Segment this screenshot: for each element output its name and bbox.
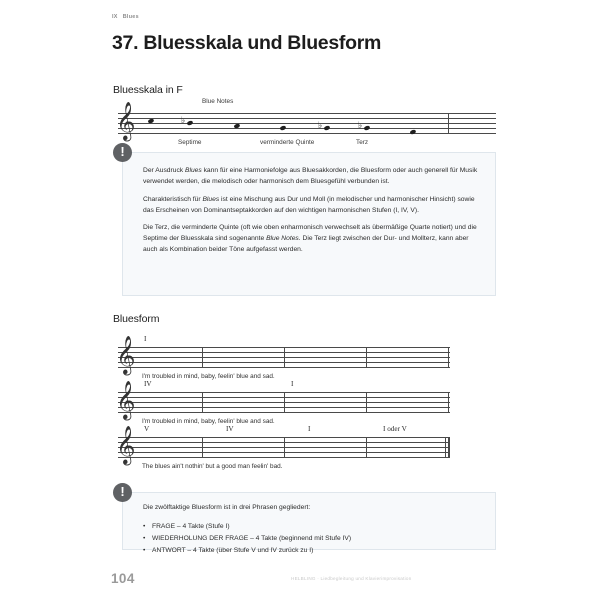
- page-title: 37. Bluesskala und Bluesform: [112, 32, 382, 54]
- barline: [202, 347, 203, 368]
- lyric-line: I'm troubled in mind, baby, feelin' blue and sad.: [142, 373, 275, 380]
- staff-line: [118, 123, 496, 124]
- infobox-bullet-list: [143, 521, 478, 557]
- lyric-line: The blues ain't nothin' but a good man feelin' bad.: [142, 463, 283, 470]
- treble-clef-icon: 𝄞: [116, 380, 136, 419]
- infobox-body: [123, 153, 495, 267]
- staff-label-blue-notes: Blue Notes: [202, 98, 234, 105]
- infobox-paragraph-2: Charakteristisch für Blues ist eine Mischung aus Dur und Moll (in melodischer und harmonischer Hinsicht) sowie das Erscheinen von Dominantseptakkorden auf den wichtigen harmonischen Stufen (I, IV, V).: [143, 195, 475, 214]
- exclamation-icon: !: [113, 143, 132, 162]
- staff-line: [118, 113, 496, 114]
- final-barline: [448, 392, 449, 413]
- running-head-chapter: IX: [112, 14, 118, 20]
- footer-note: HELBLING · Liedbegleitung und Klavierimprovisation: [291, 576, 412, 581]
- music-system-bluesform-1: [116, 335, 496, 380]
- music-system-bluesform-3: [116, 425, 496, 470]
- notehead: [279, 125, 286, 131]
- infobox-paragraph-3: Die Terz, die verminderte Quinte (oft wie oben enharmonisch verwechselt als übermäßige Quarte notiert) und die Septime der Bluesskala sind sogenannte Blue Notes. Die Terz liegt zwischen der Dur- und Mollterz, kann aber auch als Kombination beider Töne aufgefasst werden.: [143, 224, 477, 254]
- section-heading-bluesform: Bluesform: [113, 313, 160, 325]
- exclamation-icon: !: [113, 483, 132, 502]
- infobox-bluesform-structure: [120, 484, 496, 554]
- final-barline-thick: [448, 437, 450, 458]
- barline: [366, 392, 367, 413]
- notehead: [323, 125, 330, 131]
- list-item: • ANTWORT – 4 Takte (über Stufe V und IV zurück zu I): [143, 545, 478, 557]
- music-system-bluesform-2: [116, 380, 496, 425]
- chord-symbol: V: [144, 425, 150, 433]
- chord-symbol: IV: [144, 380, 152, 388]
- chord-symbol: I oder V: [383, 425, 407, 433]
- chord-symbol: I: [308, 425, 311, 433]
- infobox-blues-definition: [120, 144, 496, 296]
- flat-accidental-icon: ♭: [318, 121, 323, 131]
- barline: [284, 347, 285, 368]
- notehead: [409, 129, 416, 135]
- infobox-lead-text: Die zwölftaktige Bluesform ist in drei Phrasen gegliedert:: [143, 504, 311, 511]
- running-head-label: Blues: [122, 14, 139, 20]
- notehead: [363, 125, 370, 131]
- chord-symbol: IV: [226, 425, 234, 433]
- treble-clef-icon: 𝄞: [116, 425, 136, 464]
- infobox-body: [123, 493, 495, 566]
- barline: [202, 392, 203, 413]
- staff-line: [118, 118, 496, 119]
- treble-clef-icon: 𝄞: [116, 335, 136, 374]
- chord-symbol: I: [144, 335, 147, 343]
- final-barline: [448, 113, 449, 134]
- barline: [366, 437, 367, 458]
- staff-label-septime: Septime: [178, 139, 202, 146]
- running-head: [112, 14, 139, 20]
- chord-symbol: I: [291, 380, 294, 388]
- list-item: • FRAGE – 4 Takte (Stufe I): [143, 521, 478, 533]
- final-barline-thin: [445, 437, 446, 458]
- barline: [202, 437, 203, 458]
- treble-clef-icon: 𝄞: [116, 101, 136, 140]
- lyric-line: I'm troubled in mind, baby, feelin' blue and sad.: [142, 418, 275, 425]
- staff-label-verminderte-quinte: verminderte Quinte: [260, 139, 315, 146]
- list-item: • WIEDERHOLUNG DER FRAGE – 4 Takte (beginnend mit Stufe IV): [143, 533, 478, 545]
- section-heading-bluesskala: Bluesskala in F: [113, 84, 183, 96]
- infobox-paragraph-1: Der Ausdruck Blues kann für eine Harmoniefolge aus Bluesakkorden, die Bluesform oder auch generell für Musik verwendet werden, die melodisch oder harmonisch dem Bluesgefühl verbunden ist.: [143, 167, 478, 185]
- notehead: [186, 120, 193, 126]
- staff-line: [118, 133, 496, 134]
- staff-label-terz: Terz: [356, 139, 369, 146]
- music-system-bluesskala: [116, 98, 496, 146]
- final-barline: [448, 347, 449, 368]
- barline: [366, 347, 367, 368]
- page-number: 104: [111, 571, 135, 586]
- staff-line: [118, 128, 496, 129]
- barline: [284, 437, 285, 458]
- barline: [284, 392, 285, 413]
- flat-accidental-icon: ♭: [358, 121, 363, 131]
- flat-accidental-icon: ♭: [181, 116, 186, 126]
